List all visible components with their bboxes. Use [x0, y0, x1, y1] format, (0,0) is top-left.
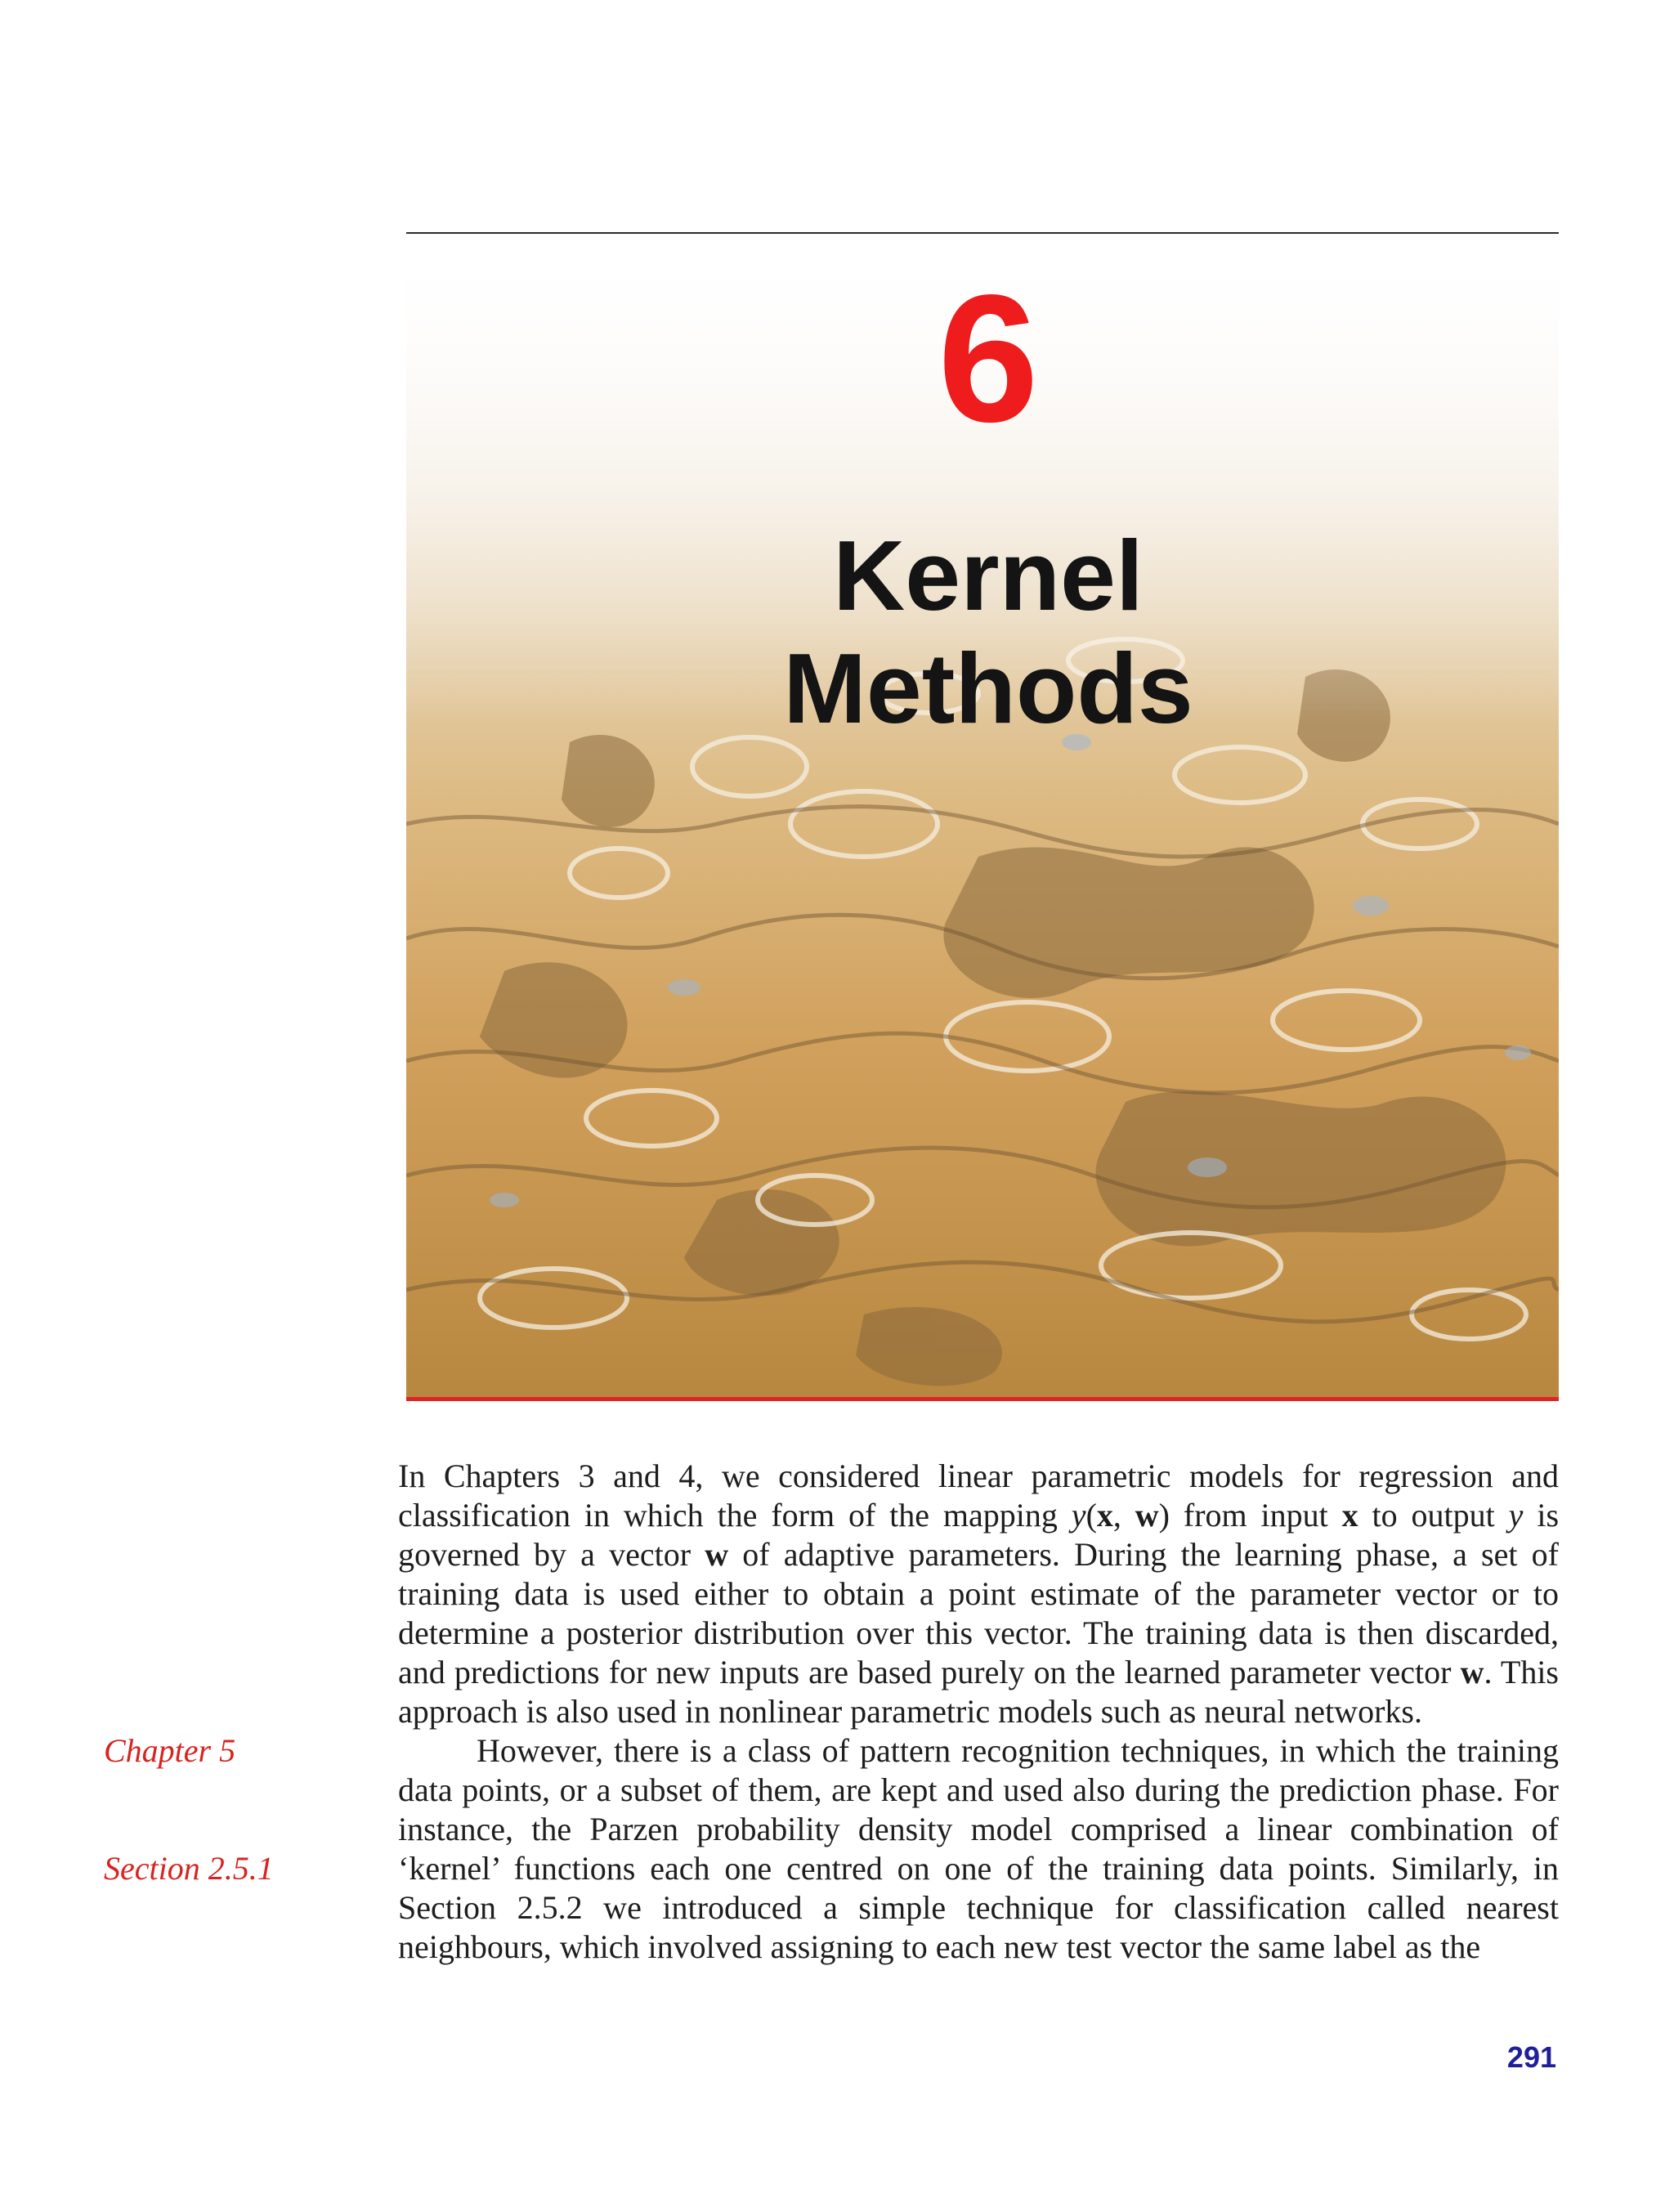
math-y: y — [1071, 1497, 1086, 1534]
paragraph-1-text-f: . This approach is also used in nonlinear parametric models such as neural networks. — [398, 1654, 1559, 1730]
page-number: 291 — [1506, 2040, 1556, 2074]
chapter-intro-text — [398, 1457, 1559, 1967]
math-vector-w-params: w — [705, 1536, 729, 1573]
paragraph-1-text-d: is governed by a vector — [398, 1497, 1560, 1573]
paragraph-1-text-c: to output — [1358, 1497, 1509, 1534]
chapter-title-line-1: Kernel — [833, 520, 1144, 631]
chapter-title-line-2: Methods — [783, 632, 1193, 744]
paragraph-1-text-a: In Chapters 3 and 4, we considered linear parametric models for regression and classification in which the form of the mapping — [398, 1458, 1559, 1534]
math-vector-w: w — [1135, 1497, 1159, 1534]
chapter-number: 6 — [938, 257, 1039, 460]
math-open-paren: ( — [1085, 1497, 1097, 1534]
paragraph-2: However, there is a class of pattern recognition techniques, in which the training data points, or a subset of them, are kept and used also during the prediction phase. For instance, the Parzen probability density model comprised a linear combination of ‘kernel’ functions each one centred on one of the training data points. Similarly, in Section 2.5.2 we introduced a simple technique for classification called nearest neighbours, which involved assigning to each new test vector the same label as the — [398, 1732, 1559, 1965]
margin-note-chapter-link[interactable]: Chapter 5 — [104, 1732, 236, 1769]
paragraph-1 — [398, 1457, 1559, 1731]
chapter-header-top-rule — [406, 232, 1559, 234]
paragraph-1-text-e: of adaptive parameters. During the learning phase, a set of training data is used either to obtain a point estimate of the parameter vector or to determine a posterior distribution over this vector. The training data is then discarded, and predictions for new inputs are based purely on the learned parameter vector — [398, 1536, 1559, 1690]
margin-note-section-link[interactable]: Section 2.5.1 — [104, 1850, 274, 1887]
math-vector-w-learned: w — [1460, 1654, 1484, 1690]
chapter-title — [406, 520, 1559, 746]
math-close-paren: ) — [1158, 1497, 1170, 1534]
math-comma: , — [1112, 1497, 1135, 1534]
paragraph-1-text-b: from input — [1170, 1497, 1342, 1534]
chapter-header-bottom-rule — [406, 1397, 1559, 1401]
math-vector-x-input: x — [1341, 1497, 1358, 1534]
math-y-output: y — [1508, 1497, 1524, 1534]
math-vector-x: x — [1096, 1497, 1113, 1534]
chapter-banner-image — [406, 235, 1559, 1398]
